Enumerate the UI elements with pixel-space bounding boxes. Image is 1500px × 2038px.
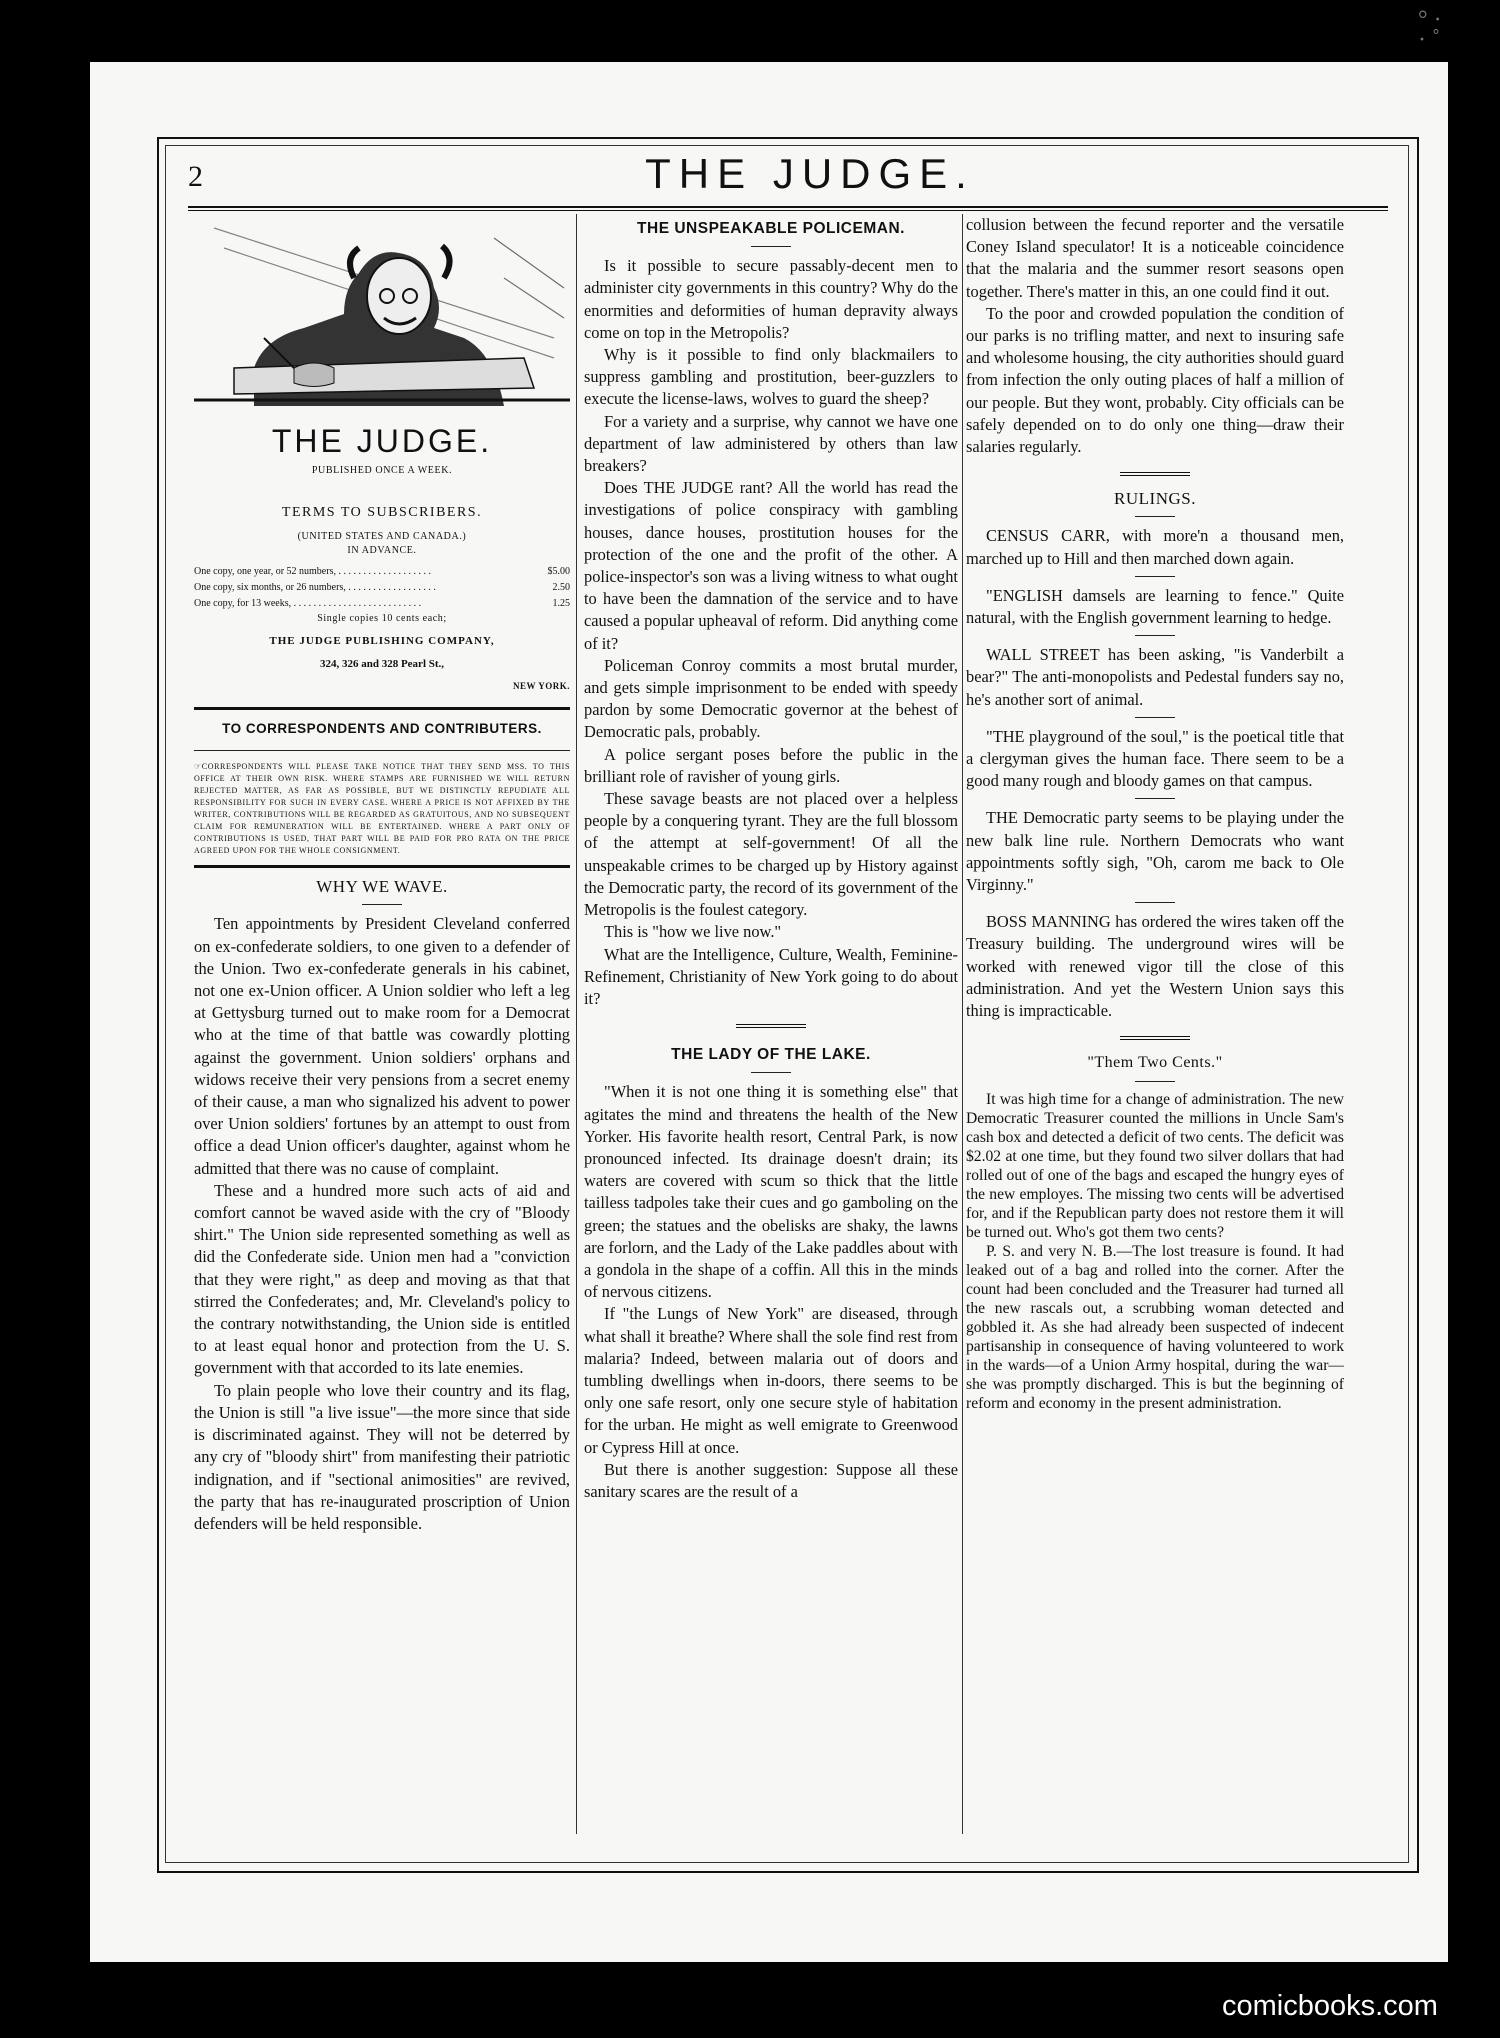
article-paragraph: A police sergant poses before the public in the brilliant role of ravisher of young girls. [584,744,958,786]
rate-row: One copy, for 13 weeks, . . . . . . . . . . . . . . . . . . . . . . . . . . 1.25 [194,598,570,610]
section-rule [194,707,570,710]
article-paragraph: To the poor and crowded population the condition of our parks is no trifling matter, and next to insuring safe and wholesome housing, the city authorities should guard from infection the only outing places of half a million of our people. But they wont, probably. City officials can be safely depended on to do only one thing—draw their salaries regularly. [966,303,1344,457]
correspondents-notice: ☞CORRESPONDENTS WILL PLEASE TAKE NOTICE THAT THEY SEND MSS. TO THIS OFFICE AT THEIR OWN RISK. WHERE STAMPS ARE FURNISHED WE WILL RETURN REJECTED MATTER, AS FAR AS POSSIBLE, BUT WE DISTINCTLY REPUDIATE ALL RESPONSIBILITY FOR SUCH IN EVERY CASE. WHERE A PRICE IS NOT AFFIXED BY THE WRITER, CONTRIBUTIONS WILL BE REGARDED AS GRATUITOUS, AND NO SUBSEQUENT CLAIM FOR REMUNERATION WILL BE ENTERTAINED. WHERE A PART ONLY OF CONTRIBUTIONS IS USED, THAT PART WILL BE PAID FOR PRO RATA ON THE PRICE AGREED UPON FOR THE WHOLE CONSIGNMENT. [194,762,570,856]
heading-dash [362,904,402,905]
article-paragraph: To plain people who love their country and its flag, the Union is still "a live issue"—the more since that side is discriminated against. They will not be deterred by any cry of "bloody shirt" from manifesting their patriotic indignation, and if "sectional animosities" are revived, the party that has re-inaugurated proscription of Union defenders will be held responsible. [194,1380,570,1533]
spine-specks: ° · · ˚ [1418,7,1442,53]
column-1 [194,214,570,1535]
ruling-item: BOSS MANNING has ordered the wires taken off the Treasury building. The underground wires will be worked with renewed vigor till the close of this administration. And yet the Western Union says this thing is impracticable. [966,912,1344,1021]
column-3 [966,214,1344,1413]
rulings-heading: RULINGS. [1114,489,1196,509]
two-cents-heading: "Them Two Cents." [1087,1054,1223,1072]
publisher-city: NEW YORK. [512,680,570,691]
ruling-item: "THE playground of the soul," is the poetical title that a clergyman gives the human face. There seem to be a good many rough and bloody games on that campus. [966,726,1344,791]
lady-of-lake-heading: THE LADY OF THE LAKE. [671,1046,871,1064]
article-paragraph: Does THE JUDGE rant? All the world has read the investigations of police conspiracy with gambling houses, dance houses, prostitution houses for the protection of the one and the profit of the other. A police-inspector's son was a living witness to what ought to have been the damnation of the service and to have caused a popular upheaval of reform. Did anything come of it? [584,478,958,653]
article-paragraph: It was high time for a change of administration. The new Democratic Treasurer counted the millions in Uncle Sam's cash box and detected a deficit of two cents. The deficit was $2.02 at one time, but they found two silver dollars that had rolled out of one of the bags and escaped the hungry eyes of the new employes. The missing two cents will be advertised for, and if the Republican party does not restore them it will be turned out. Who's got them two cents? [966,1090,1344,1241]
article-paragraph: "When it is not one thing it is something else" that agitates the mind and threatens the health of the New Yorker. His favorite health resort, Central Park, is now pronounced infected. Its drainage doesn't drain; its waters are covered with scum so thick that the little tailless tadpoles take their cues and go gamboling on the green; the statues and the obelisks are shaky, the lawns are forlorn, and the Lady of the Lake paddles about with a gondola in the shape of a coffin. All this in the minds of nervous citizens. [584,1082,958,1302]
binding-spine [1455,0,1500,2038]
masthead-rule [188,206,1388,208]
heading-dash [751,246,791,247]
ruling-item: WALL STREET has been asking, "is Vanderbilt a bear?" The anti-monopolists and Pedestal funders say no, he's another sort of animal. [966,645,1344,709]
published-weekly: PUBLISHED ONCE A WEEK. [311,465,453,477]
column-divider-1 [576,214,577,1834]
article-paragraph: P. S. and very N. B.—The lost treasure is found. It had leaked out of a bag and rolled into the corner. After the count had been concluded and the Treasurer had turned all the new rascals out, a scrubbing woman detected and gobbled it. As she had already been suspected of indecent partisanship in consequence of having volunteered to work in the wards—of a Union Army hospital, during the war—she was promptly discharged. This is but the beginning of reform and economy in the present administration. [966,1242,1344,1412]
article-paragraph: Ten appointments by President Cleveland conferred on ex-confederate soldiers, to one given to a defender of the Union. Two ex-confederate generals in his cabinet, not one ex-Union officer. A Union soldier who left a leg at Gettysburg turned out to make room for a Democrat who at the time of that battle was cowardly plotting against the government. Union soldiers' orphans and widows receive their very pensions from a secret enemy of their cause, a man who signalized his advent to power over Union soldiers' fortunes by an attempt to oust from office a dead Union officer's daughter, against whom he admitted that there was no cause of complaint. [194,914,570,1178]
single-copies: Single copies 10 cents each; [317,613,447,625]
article-paragraph: This is "how we live now." [604,922,782,942]
article-paragraph: But there is another suggestion: Suppose all these sanitary scares are the result of a [584,1459,958,1501]
policeman-heading: THE UNSPEAKABLE POLICEMAN. [637,220,905,237]
terms-title: TERMS TO SUBSCRIBERS. [281,505,483,521]
ruling-item: THE Democratic party seems to be playing under the new balk line rule. Northern Democrats who want appointments softly sigh, "Oh, carom me back to Ole Virginny." [966,808,1344,895]
item-dash [1135,798,1175,799]
rate-row: One copy, six months, or 26 numbers, . . . . . . . . . . . . . . . . . . 2.50 [194,582,570,594]
section-rule-thin [194,750,570,751]
ruling-item: CENSUS CARR, with more'n a thousand men, marched up to Hill and then marched down again. [966,526,1344,568]
why-we-wave-heading: WHY WE WAVE. [316,877,448,897]
section-divider [736,1024,806,1030]
article-paragraph: These and a hundred more such acts of aid and comfort cannot be waved aside with the cry of "Bloody shirt." The Union side represented something as well as did the Confederate side. Union men had a "conviction that they were right," as deep and moving as that that stirred the Confederates; and, Mr. Cleveland's policy to the contrary notwithstanding, the Union side is entitled to at least equal honor and protection from the U. S. government with that accorded to its late enemies. [194,1180,570,1378]
site-watermark: comicbooks.com [1222,1990,1438,2022]
subscription-box-title: THE JUDGE. [271,423,493,459]
item-dash [1135,635,1175,636]
section-divider [1120,1036,1190,1042]
article-paragraph: What are the Intelligence, Culture, Wealth, Feminine-Refinement, Christianity of New York going to do about it? [584,944,958,1008]
correspondents-heading: TO CORRESPONDENTS AND CONTRIBUTERS. [222,721,542,737]
column-2 [584,214,958,1503]
ruling-item: "ENGLISH damsels are learning to fence." Quite natural, with the English government learning to hedge. [966,585,1344,628]
heading-dash [751,1072,791,1073]
article-paragraph: Is it possible to secure passably-decent men to administer city governments in this country? Why do the enormities and deformities of human depravity always come on top in the Metropolis? [584,256,958,342]
article-paragraph: These savage beasts are not placed over a helpless people by a conquering tyrant. They are the full blossom of the attempt at self-government! Of all the unspeakable crimes to be charged up by History against the Democratic party, the record of its government of the Metropolis is the foulest category. [584,789,958,920]
item-dash [1135,902,1175,903]
publisher-address: 324, 326 and 328 Pearl St., [319,657,445,670]
terms-region: (UNITED STATES AND CANADA.) [297,531,467,543]
article-paragraph: collusion between the fecund reporter and the versatile Coney Island speculator! It is a noticeable coincidence that the malaria and the summer resort seasons open together. There's matter in this, an one could find it out. [966,215,1344,301]
article-paragraph: Policeman Conroy commits a most brutal murder, and gets simple imprisonment to be ended with speedy pardon by some Democratic governor at the behest of Democratic pals, probably. [584,655,958,742]
publisher-name: THE JUDGE PUBLISHING COMPANY, [269,635,495,648]
section-divider [1120,472,1190,478]
heading-dash [1135,1081,1175,1082]
section-rule [194,865,570,868]
judge-illustration [194,218,570,406]
rate-row: One copy, one year, or 52 numbers, . . . . . . . . . . . . . . . . . . . $5.00 [194,566,570,578]
masthead-rule-thin [188,210,1388,211]
item-dash [1135,717,1175,718]
article-paragraph: If "the Lungs of New York" are diseased, through what shall it breathe? Where shall the sole find rest from malaria? Indeed, between malaria out of doors and tumbling dwellings when in-doors, there seems to be only one safe resort, only one secure style of habitation for the urban. He might as well emigrate to Greenwood or Cypress Hill at once. [584,1304,958,1457]
item-dash [1135,576,1175,577]
article-paragraph: Why is it possible to find only blackmailers to suppress gambling and prostitution, beer-guzzlers to execute the license-laws, wolves to guard the sheep? [584,345,958,409]
heading-dash [1135,516,1175,517]
column-divider-2 [962,214,963,1834]
terms-advance: IN ADVANCE. [347,545,417,557]
masthead-title: THE JUDGE. [645,150,975,197]
page-number: 2 [188,160,203,193]
rates-list [194,564,570,612]
article-paragraph: For a variety and a surprise, why cannot we have one department of law administered by others than law breakers? [584,411,958,476]
